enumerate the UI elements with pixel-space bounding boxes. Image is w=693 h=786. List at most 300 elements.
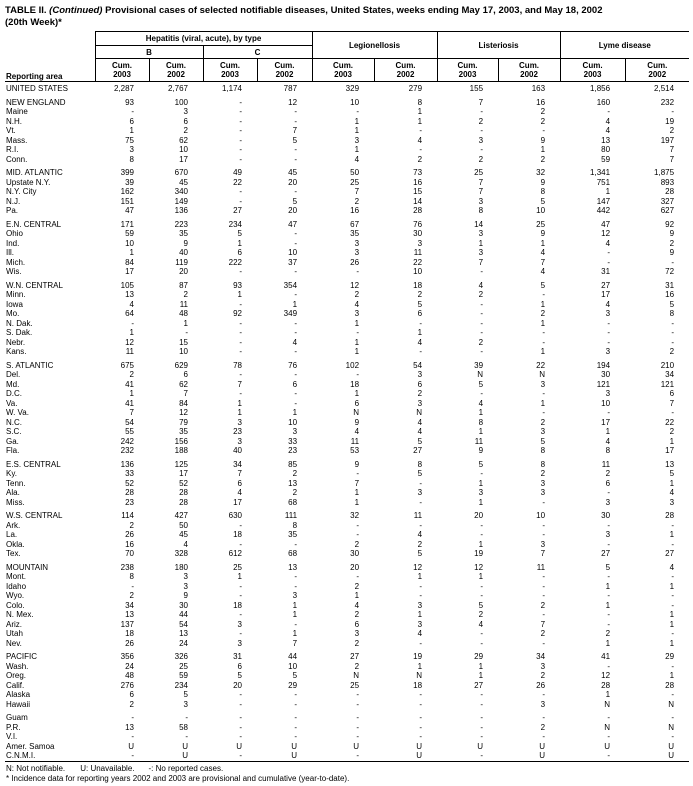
area-cell: Alaska <box>6 690 31 699</box>
value-cell: 28 <box>413 206 423 215</box>
table-row <box>5 610 689 620</box>
value-cell: - <box>671 107 675 116</box>
value-cell: - <box>294 116 298 126</box>
table-row <box>5 107 689 117</box>
value-cell: 2 <box>540 629 546 638</box>
value-cell: 1 <box>354 389 360 398</box>
value-cell: - <box>607 328 611 337</box>
value-cell: 29 <box>474 652 484 661</box>
value-cell: - <box>239 591 242 600</box>
value-cell: 59 <box>179 671 188 680</box>
value-cell: 232 <box>120 446 134 455</box>
value-cell: 1 <box>417 328 423 337</box>
value-cell: 3 <box>354 629 360 638</box>
table-row <box>5 328 689 338</box>
table-row <box>5 347 689 357</box>
value-cell: - <box>419 581 423 591</box>
value-cell: 2 <box>354 290 360 299</box>
value-cell: - <box>480 267 484 276</box>
value-cell: 1 <box>417 661 423 671</box>
value-cell: 3 <box>478 488 484 497</box>
value-cell: 1 <box>354 116 360 126</box>
value-cell: 2 <box>129 591 134 600</box>
value-cell: 62 <box>179 135 188 145</box>
table-row <box>5 408 689 418</box>
value-cell: N <box>477 370 484 379</box>
listeriosis-header: Listeriosis <box>437 32 560 59</box>
value-cell: 1 <box>605 690 611 699</box>
value-cell: 171 <box>120 219 134 229</box>
value-cell: - <box>480 690 484 699</box>
col-header-hepb-2002: Cum. 2002 <box>149 59 203 82</box>
value-cell: 2 <box>540 600 546 610</box>
value-cell: 1 <box>540 398 546 408</box>
value-cell: - <box>239 97 242 107</box>
value-cell: 4 <box>478 398 484 408</box>
value-cell: 13 <box>601 135 611 145</box>
value-cell: - <box>294 389 298 398</box>
value-cell: 3 <box>354 248 360 257</box>
value-cell: 427 <box>174 511 188 520</box>
value-cell: 68 <box>288 549 298 558</box>
value-cell: 27 <box>413 446 423 455</box>
col-header-listeriosis-2003: Cum. 2003 <box>437 59 498 82</box>
value-cell: - <box>542 713 546 722</box>
value-cell: 8 <box>417 459 423 469</box>
value-cell: 1 <box>605 427 611 436</box>
value-cell: 1 <box>292 408 298 417</box>
value-cell: 1 <box>183 318 188 328</box>
value-cell: 4 <box>605 238 611 248</box>
area-cell: Okla. <box>6 539 25 549</box>
value-cell: 78 <box>233 360 242 370</box>
value-cell: - <box>542 497 546 507</box>
area-cell: W.S. CENTRAL <box>6 511 63 520</box>
table-row <box>5 469 689 479</box>
value-cell: 5 <box>417 436 423 446</box>
value-cell: - <box>542 389 546 398</box>
area-cell: PACIFIC <box>6 652 37 661</box>
value-cell: - <box>294 318 298 328</box>
value-cell: 1 <box>292 600 298 610</box>
value-cell: - <box>542 591 546 600</box>
value-cell: 11 <box>350 436 360 446</box>
value-cell: 2 <box>354 539 360 549</box>
value-cell: 20 <box>288 177 298 187</box>
value-cell: 119 <box>175 257 188 267</box>
value-cell: 79 <box>179 417 188 427</box>
value-cell: 4 <box>669 488 675 497</box>
table-row <box>5 427 689 437</box>
value-cell: - <box>294 699 298 709</box>
table-row <box>5 82 689 94</box>
value-cell: 3 <box>417 488 423 497</box>
value-cell: 1 <box>540 145 546 154</box>
value-cell: 1 <box>478 572 484 581</box>
value-cell: 20 <box>474 511 484 520</box>
value-cell: - <box>607 539 611 549</box>
value-cell: - <box>480 299 484 309</box>
value-cell: 629 <box>174 360 188 370</box>
value-cell: - <box>239 196 242 206</box>
value-cell: 2 <box>129 520 134 530</box>
value-cell: 9 <box>669 229 675 238</box>
value-cell: 223 <box>174 219 188 229</box>
value-cell: 10 <box>601 398 611 408</box>
value-cell: 3 <box>237 619 242 629</box>
table-row <box>5 290 689 300</box>
table-row <box>5 437 689 447</box>
value-cell: 48 <box>125 671 134 680</box>
footnote-not-notifiable: N: Not notifiable. <box>6 763 66 773</box>
value-cell: 68 <box>288 497 298 507</box>
value-cell: - <box>607 610 611 619</box>
value-cell: 25 <box>179 661 188 671</box>
value-cell: 35 <box>179 427 188 436</box>
value-cell: 136 <box>120 459 134 469</box>
value-cell: 9 <box>540 135 546 145</box>
value-cell: - <box>239 318 242 328</box>
value-cell: 210 <box>660 360 675 370</box>
value-cell: - <box>419 520 423 530</box>
value-cell: 4 <box>540 267 546 276</box>
value-cell: 4 <box>354 299 360 309</box>
table-row <box>5 126 689 136</box>
value-cell: - <box>480 581 484 591</box>
value-cell: 49 <box>233 168 242 177</box>
value-cell: 45 <box>179 177 188 187</box>
value-cell: 1 <box>605 600 611 610</box>
value-cell: 44 <box>179 610 188 619</box>
value-cell: 3 <box>540 488 546 497</box>
value-cell: 4 <box>478 619 484 629</box>
value-cell: - <box>356 690 360 699</box>
value-cell: N <box>668 699 675 709</box>
value-cell: 114 <box>121 511 134 520</box>
value-cell: 5 <box>478 379 484 389</box>
value-cell: N <box>353 408 360 417</box>
value-cell: 75 <box>125 135 134 145</box>
area-cell: P.R. <box>6 722 21 732</box>
value-cell: - <box>419 591 423 600</box>
area-cell: Ind. <box>6 238 20 248</box>
value-cell: 5 <box>669 299 675 309</box>
value-cell: - <box>185 328 188 337</box>
table-row <box>5 498 689 508</box>
area-cell: Calif. <box>6 680 25 690</box>
value-cell: 55 <box>125 427 134 436</box>
value-cell: 7 <box>540 619 546 629</box>
value-cell: 47 <box>601 219 611 229</box>
value-cell: 7 <box>478 187 484 196</box>
value-cell: 11 <box>413 511 423 520</box>
value-cell: 2 <box>183 126 188 135</box>
value-cell: 7 <box>540 549 546 558</box>
value-cell: - <box>294 539 298 549</box>
value-cell: - <box>480 722 484 732</box>
area-cell: Md. <box>6 379 20 389</box>
value-cell: 1 <box>605 638 611 648</box>
value-cell: 87 <box>179 280 188 290</box>
value-cell: 64 <box>125 309 134 318</box>
value-cell: - <box>356 328 360 337</box>
value-cell: - <box>607 488 611 497</box>
value-cell: 1 <box>417 116 423 126</box>
value-cell: 3 <box>605 347 611 356</box>
value-cell: 5 <box>478 459 484 469</box>
value-cell: 5 <box>540 436 546 446</box>
value-cell: - <box>607 619 611 629</box>
table-row <box>5 220 689 230</box>
value-cell: 2 <box>540 722 546 732</box>
value-cell: 8 <box>540 187 546 196</box>
value-cell: - <box>294 370 298 379</box>
value-cell: 27 <box>601 549 611 558</box>
value-cell: 136 <box>174 206 188 215</box>
area-cell: Nev. <box>6 638 22 648</box>
value-cell: - <box>480 107 484 116</box>
value-cell: 2 <box>540 671 546 680</box>
table-row <box>5 530 689 540</box>
value-cell: - <box>239 116 242 126</box>
value-cell: 8 <box>129 154 134 164</box>
value-cell: 1 <box>669 530 675 539</box>
value-cell: - <box>480 328 484 337</box>
value-cell: 1 <box>605 187 611 196</box>
value-cell: 29 <box>665 652 675 661</box>
value-cell: - <box>294 229 298 238</box>
footnote-unavailable: U: Unavailable. <box>80 763 135 773</box>
col-header-hepc-2003: Cum. 2003 <box>203 59 257 82</box>
value-cell: 9 <box>354 459 360 469</box>
value-cell: 17 <box>601 290 611 299</box>
value-cell: 7 <box>354 187 360 196</box>
value-cell: 1 <box>478 478 484 488</box>
value-cell: 3 <box>183 581 188 591</box>
value-cell: 23 <box>125 497 134 507</box>
area-cell: Colo. <box>6 600 25 610</box>
value-cell: 8 <box>540 446 546 455</box>
header-row-cum <box>5 59 689 82</box>
value-cell: - <box>131 581 134 591</box>
value-cell: 76 <box>413 219 423 229</box>
value-cell: 6 <box>183 116 188 126</box>
value-cell: - <box>480 318 484 328</box>
value-cell: 1 <box>478 427 484 436</box>
value-cell: U <box>128 741 134 751</box>
value-cell: - <box>607 520 611 530</box>
value-cell: 10 <box>350 97 360 107</box>
area-cell: E.N. CENTRAL <box>6 219 62 229</box>
value-cell: 354 <box>283 280 298 290</box>
value-cell: 3 <box>540 478 546 488</box>
value-cell: 6 <box>417 379 423 389</box>
value-cell: - <box>480 732 484 741</box>
value-cell: 2 <box>669 427 675 436</box>
value-cell: - <box>239 337 242 347</box>
value-cell: - <box>294 398 298 408</box>
value-cell: - <box>480 638 484 648</box>
value-cell: 6 <box>237 248 242 257</box>
value-cell: 18 <box>350 379 360 389</box>
value-cell: 1 <box>669 619 675 629</box>
table-row <box>5 521 689 531</box>
area-cell: Idaho <box>6 581 27 591</box>
value-cell: 17 <box>125 267 134 276</box>
value-cell: 28 <box>665 680 675 690</box>
value-cell: - <box>356 370 360 379</box>
value-cell: 5 <box>292 671 298 680</box>
table-row <box>5 488 689 498</box>
value-cell: 30 <box>601 370 611 379</box>
value-cell: 26 <box>536 680 546 690</box>
value-cell: 7 <box>669 154 675 164</box>
table-row <box>5 239 689 249</box>
value-cell: - <box>356 530 360 539</box>
value-cell: - <box>607 661 611 671</box>
value-cell: 76 <box>288 360 298 370</box>
value-cell: 8 <box>540 459 546 469</box>
value-cell: 7 <box>669 145 675 154</box>
value-cell: - <box>480 469 484 478</box>
value-cell: 7 <box>669 398 675 408</box>
value-cell: 1 <box>669 638 675 648</box>
value-cell: 4 <box>417 530 423 539</box>
value-cell: 13 <box>179 629 188 638</box>
value-cell: 3 <box>417 600 423 610</box>
table-row <box>5 681 689 691</box>
value-cell: - <box>607 732 611 741</box>
value-cell: 18 <box>125 629 134 638</box>
area-cell: V.I. <box>6 732 18 741</box>
table-row <box>5 639 689 649</box>
table-row <box>5 652 689 662</box>
value-cell: 1 <box>478 238 484 248</box>
value-cell: 4 <box>417 135 423 145</box>
table-row <box>5 723 689 733</box>
value-cell: - <box>419 699 423 709</box>
value-cell: 8 <box>417 97 423 107</box>
value-cell: 27 <box>350 652 360 661</box>
area-cell: UNITED STATES <box>6 84 68 93</box>
value-cell: 47 <box>288 219 298 229</box>
value-cell: 20 <box>350 562 360 572</box>
value-cell: - <box>356 267 360 276</box>
value-cell: 1 <box>354 145 360 154</box>
value-cell: 15 <box>413 187 423 196</box>
table-row <box>5 549 689 559</box>
value-cell: 22 <box>536 360 546 370</box>
value-cell: - <box>419 318 423 328</box>
value-cell: - <box>294 328 298 337</box>
value-cell: 1 <box>478 539 484 549</box>
value-cell: - <box>607 337 611 347</box>
value-cell: 39 <box>125 177 134 187</box>
value-cell: 1 <box>540 238 546 248</box>
value-cell: 328 <box>174 549 188 558</box>
value-cell: 4 <box>292 337 298 347</box>
value-cell: 84 <box>179 398 188 408</box>
value-cell: 9 <box>183 238 188 248</box>
table-title-line1 <box>5 5 689 17</box>
value-cell: 8 <box>478 417 484 427</box>
value-cell: 3 <box>669 497 675 507</box>
value-cell: - <box>671 539 675 549</box>
value-cell: - <box>671 690 675 699</box>
value-cell: 92 <box>233 309 242 318</box>
table-row <box>5 187 689 197</box>
value-cell: 2 <box>478 116 484 126</box>
value-cell: 1 <box>669 436 675 446</box>
value-cell: 27 <box>601 280 611 290</box>
value-cell: 1 <box>417 610 423 619</box>
value-cell: 102 <box>345 360 360 370</box>
table-row <box>5 671 689 681</box>
value-cell: 44 <box>288 652 298 661</box>
area-cell: Oreg. <box>6 671 27 680</box>
value-cell: - <box>356 520 360 530</box>
hepatitis-group-header: Hepatitis (viral, acute), by type <box>95 32 312 46</box>
area-cell: S.C. <box>6 427 22 436</box>
value-cell: 6 <box>292 379 298 389</box>
value-cell: 80 <box>601 145 611 154</box>
value-cell: 22 <box>665 417 675 427</box>
value-cell: - <box>542 337 546 347</box>
value-cell: - <box>239 581 242 591</box>
value-cell: 9 <box>183 591 188 600</box>
value-cell: - <box>419 145 423 154</box>
value-cell: - <box>185 713 188 722</box>
value-cell: 356 <box>120 652 134 661</box>
area-cell: E.S. CENTRAL <box>6 459 61 469</box>
value-cell: - <box>480 145 484 154</box>
value-cell: 10 <box>288 248 298 257</box>
value-cell: U <box>182 741 188 751</box>
value-cell: 1,856 <box>590 84 611 93</box>
value-cell: 6 <box>354 398 360 408</box>
value-cell: - <box>480 751 484 760</box>
value-cell: - <box>607 713 611 722</box>
area-cell: N.Y. City <box>6 187 37 196</box>
table-row <box>5 206 689 216</box>
value-cell: - <box>419 690 423 699</box>
table-row <box>5 267 689 277</box>
value-cell: 41 <box>125 398 134 408</box>
value-cell: - <box>542 581 546 591</box>
value-cell: 4 <box>354 154 360 164</box>
table-row <box>5 591 689 601</box>
value-cell: 12 <box>601 671 611 680</box>
value-cell: 1 <box>478 497 484 507</box>
notifiable-diseases-table <box>5 31 689 762</box>
value-cell: - <box>294 572 298 581</box>
area-cell: Kans. <box>6 347 27 356</box>
value-cell: 326 <box>174 652 188 661</box>
value-cell: - <box>239 629 242 638</box>
value-cell: 2 <box>354 196 360 206</box>
area-cell: NEW ENGLAND <box>6 97 66 107</box>
table-row <box>5 742 689 752</box>
value-cell: 25 <box>350 680 360 690</box>
value-cell: - <box>239 520 242 530</box>
value-cell: 2,514 <box>654 84 675 93</box>
value-cell: - <box>671 591 675 600</box>
table-row <box>5 309 689 319</box>
value-cell: 40 <box>233 446 242 455</box>
value-cell: - <box>131 732 134 741</box>
table-row <box>5 258 689 268</box>
value-cell: - <box>239 751 242 760</box>
